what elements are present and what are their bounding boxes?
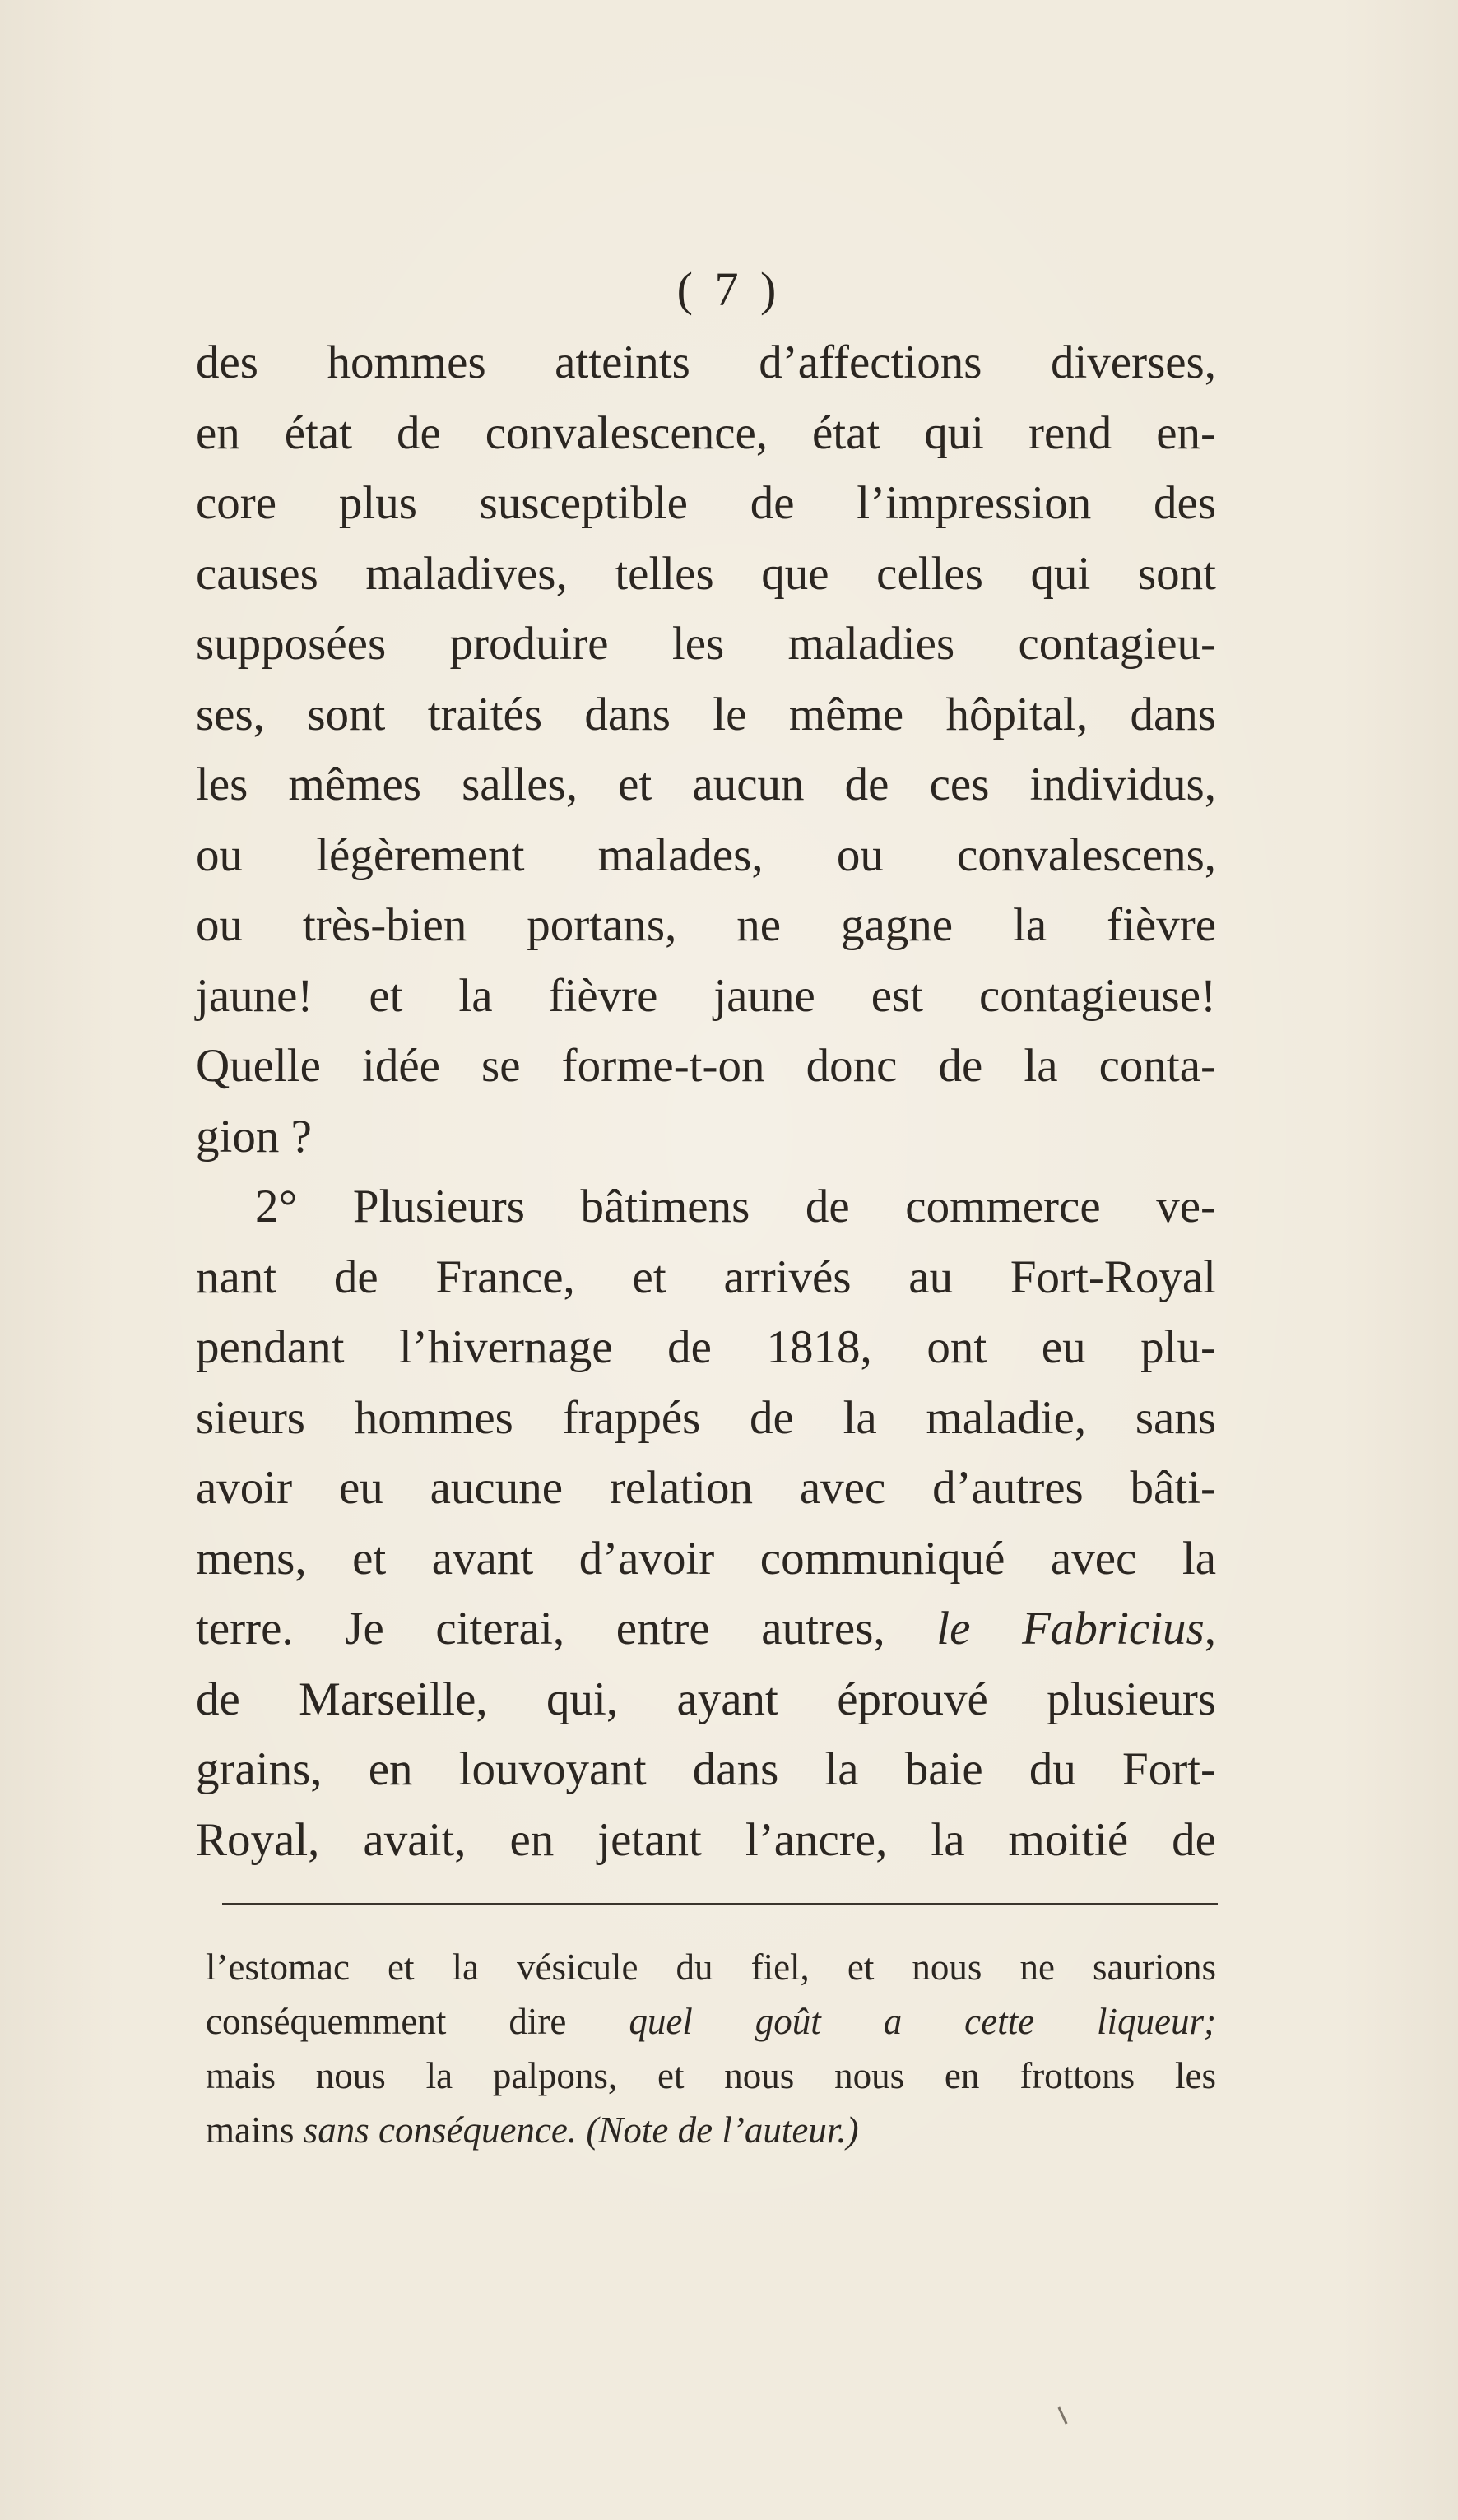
text-line: les mêmes salles, et aucun de ces individus, — [196, 759, 1216, 810]
page-number: ( 7 ) — [676, 262, 782, 316]
text-line: des hommes atteints d’affections diverses, — [196, 336, 1216, 388]
main-text — [196, 327, 1216, 1875]
text-line: avoir eu aucune relation avec d’autres bâti- — [196, 1462, 1216, 1514]
text-line: pendant l’hivernage de 1818, ont eu plu- — [196, 1321, 1216, 1373]
text-line: sieurs hommes frappés de la maladie, sans — [196, 1391, 1216, 1444]
text-line: ses, sont traités dans le même hôpital, dans — [196, 688, 1216, 740]
footnote — [206, 1940, 1216, 2157]
text-line: supposées produire les maladies contagieu- — [196, 618, 1216, 670]
italic-span: sans conséquence. — [303, 2109, 578, 2151]
text-line: de Marseille, qui, ayant éprouvé plusieurs — [196, 1673, 1216, 1725]
text-line: jaune! et la fièvre jaune est contagieuse! — [196, 969, 1216, 1022]
footnote-line: mais nous la palpons, et nous nous en frottons les — [206, 2055, 1216, 2096]
text-line: mens, et avant d’avoir communiqué avec la — [196, 1532, 1216, 1585]
text-line: core plus susceptible de l’impression des — [196, 477, 1216, 529]
text-span: , — [1204, 1603, 1216, 1654]
ship-name: le Fabricius — [936, 1603, 1205, 1654]
text-line: en état de convalescence, état qui rend en- — [196, 406, 1216, 459]
text-line: Royal, avait, en jetant l’ancre, la moitié de — [196, 1813, 1216, 1866]
footnote-line — [206, 1994, 1216, 2049]
text-line: 2° Plusieurs bâtimens de commerce ve- — [255, 1181, 1216, 1232]
ink-mark — [1057, 2406, 1067, 2424]
text-span: mains — [206, 2109, 295, 2151]
text-span: terre. Je citerai, entre autres, — [196, 1603, 885, 1654]
text-line — [196, 1594, 1216, 1664]
text-line: Quelle idée se forme-t-on donc de la conta- — [196, 1040, 1216, 1092]
text-line: nant de France, et arrivés au Fort-Royal — [196, 1251, 1216, 1303]
text-span: conséquemment dire — [206, 2001, 567, 2042]
text-line: causes maladives, telles que celles qui sont — [196, 547, 1216, 600]
italic-span: quel goût a cette liqueur; — [629, 2001, 1217, 2042]
footnote-line: l’estomac et la vésicule du fiel, et nous ne saurions — [206, 1947, 1216, 1988]
text-line: ou légèrement malades, ou convalescens, — [196, 828, 1216, 881]
footnote-divider — [222, 1903, 1218, 1905]
footnote-line — [206, 2103, 1216, 2157]
author-note: (Note de l’auteur.) — [586, 2109, 859, 2151]
text-line: ou très-bien portans, ne gagne la fièvre — [196, 899, 1216, 951]
text-line: grains, en louvoyant dans la baie du Fort- — [196, 1743, 1216, 1795]
text-line: gion ? — [196, 1110, 312, 1163]
